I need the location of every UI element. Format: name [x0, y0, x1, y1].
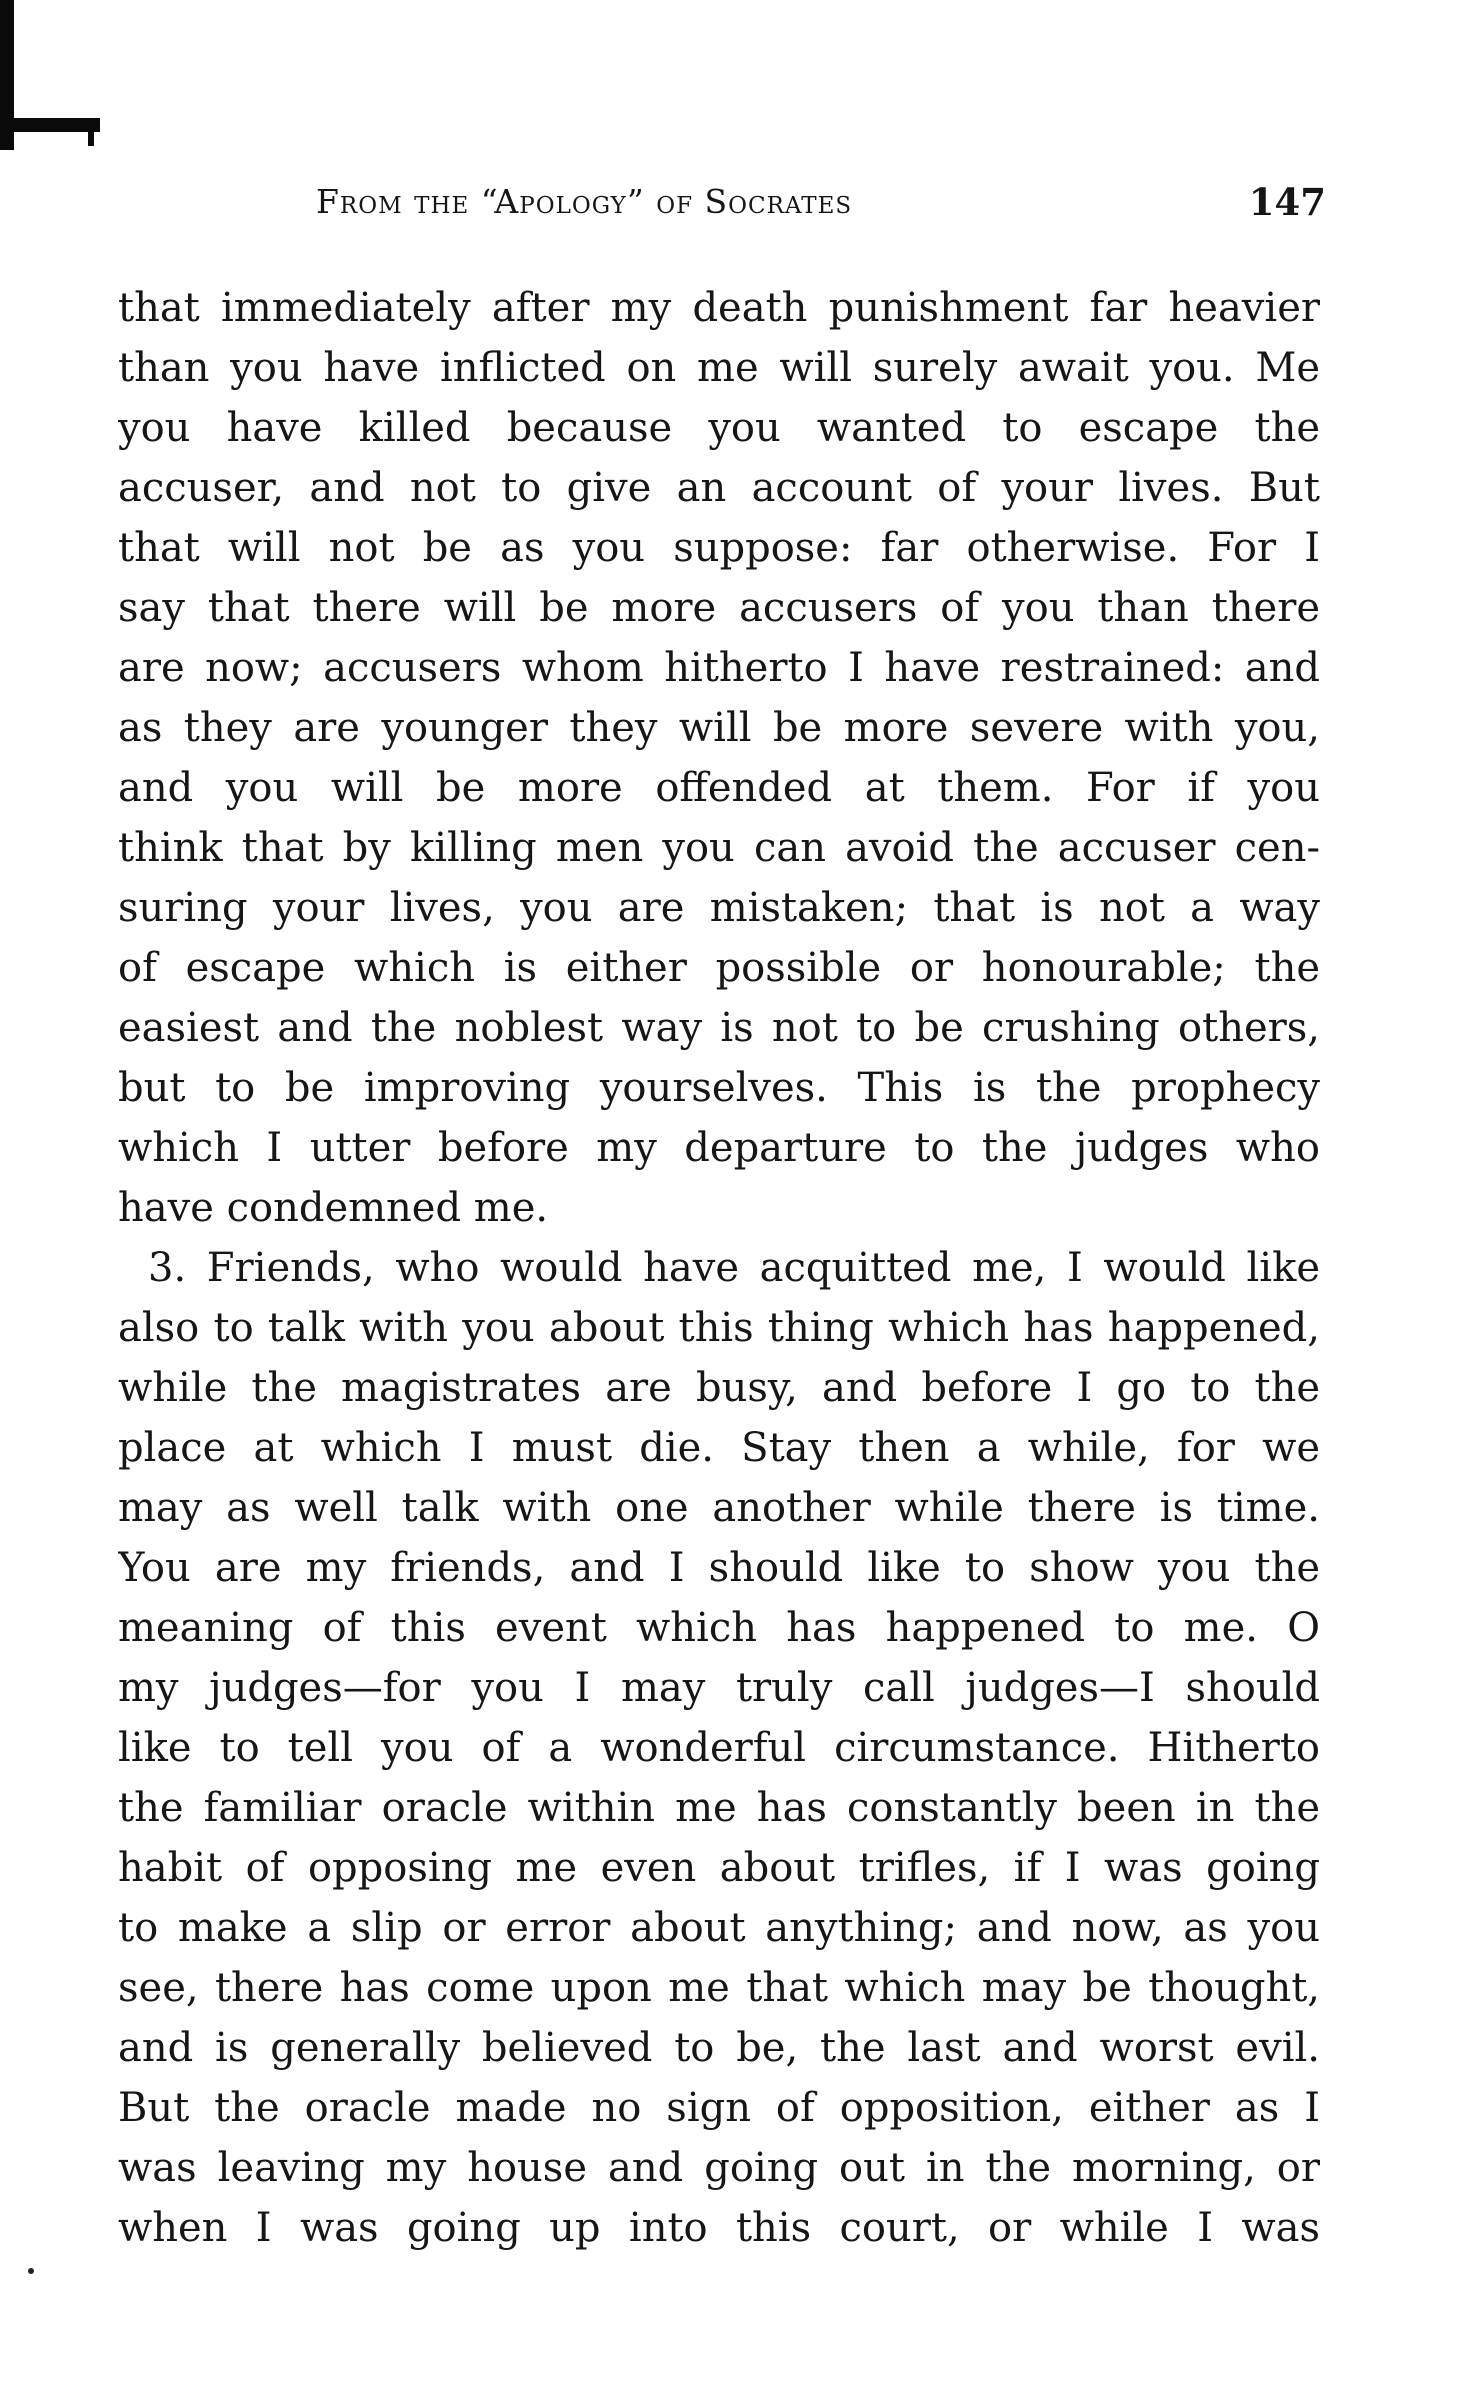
text-line: like to tell you of a wonderful circumstance. Hitherto [118, 1725, 1320, 1771]
running-head-title: From the “Apology” of Socrates [316, 182, 853, 221]
text-line: but to be improving yourselves. This is the prophecy [118, 1065, 1320, 1111]
text-line: that will not be as you suppose: far otherwise. For I [118, 525, 1320, 571]
scan-speck [28, 2268, 34, 2274]
text-line: accuser, and not to give an account of your lives. But [118, 465, 1320, 511]
paragraph-end-line: have condemned me. [118, 1185, 549, 1231]
text-line: But the oracle made no sign of opposition, either as I [118, 2085, 1320, 2131]
text-line: see, there has come upon me that which may be thought, [118, 1965, 1320, 2011]
text-line: place at which I must die. Stay then a while, for we [118, 1425, 1320, 1471]
text-line: was leaving my house and going out in the morning, or [118, 2145, 1320, 2191]
text-line: when I was going up into this court, or while I was [118, 2205, 1320, 2251]
text-line: the familiar oracle within me has constantly been in the [118, 1785, 1320, 1831]
text-line: which I utter before my departure to the judges who [118, 1125, 1320, 1171]
corner-scan-tick [88, 126, 94, 146]
text-line: habit of opposing me even about trifles, if I was going [118, 1845, 1320, 1891]
text-line: you have killed because you wanted to escape the [118, 405, 1320, 451]
text-line: may as well talk with one another while there is time. [118, 1485, 1320, 1531]
text-line: easiest and the noblest way is not to be crushing others, [118, 1005, 1320, 1051]
running-head [316, 182, 1326, 234]
text-line: also to talk with you about this thing which has happened, [118, 1305, 1320, 1351]
text-line: and you will be more offended at them. For if you [118, 765, 1320, 811]
text-line: suring your lives, you are mistaken; that is not a way [118, 885, 1320, 931]
text-line: are now; accusers whom hitherto I have restrained: and [118, 645, 1320, 691]
text-line: that immediately after my death punishment far heavier [118, 285, 1320, 331]
corner-scan-mark [0, 0, 14, 150]
text-line: my judges—for you I may truly call judges—I should [118, 1665, 1320, 1711]
text-line: than you have inflicted on me will surely await you. Me [118, 345, 1320, 391]
body-text [118, 278, 1320, 2258]
paragraph-start-line: 3. Friends, who would have acquitted me, I would like [148, 1245, 1320, 1291]
text-line: while the magistrates are busy, and before I go to the [118, 1365, 1320, 1411]
text-line: say that there will be more accusers of you than there [118, 585, 1320, 631]
text-line: and is generally believed to be, the last and worst evil. [118, 2025, 1320, 2071]
text-line: of escape which is either possible or honourable; the [118, 945, 1320, 991]
text-line: as they are younger they will be more severe with you, [118, 705, 1320, 751]
text-line: think that by killing men you can avoid the accuser cen- [118, 825, 1320, 871]
page-number: 147 [1248, 180, 1326, 224]
text-line: meaning of this event which has happened to me. O [118, 1605, 1320, 1651]
text-line: to make a slip or error about anything; and now, as you [118, 1905, 1320, 1951]
text-line: You are my friends, and I should like to show you the [118, 1545, 1320, 1591]
